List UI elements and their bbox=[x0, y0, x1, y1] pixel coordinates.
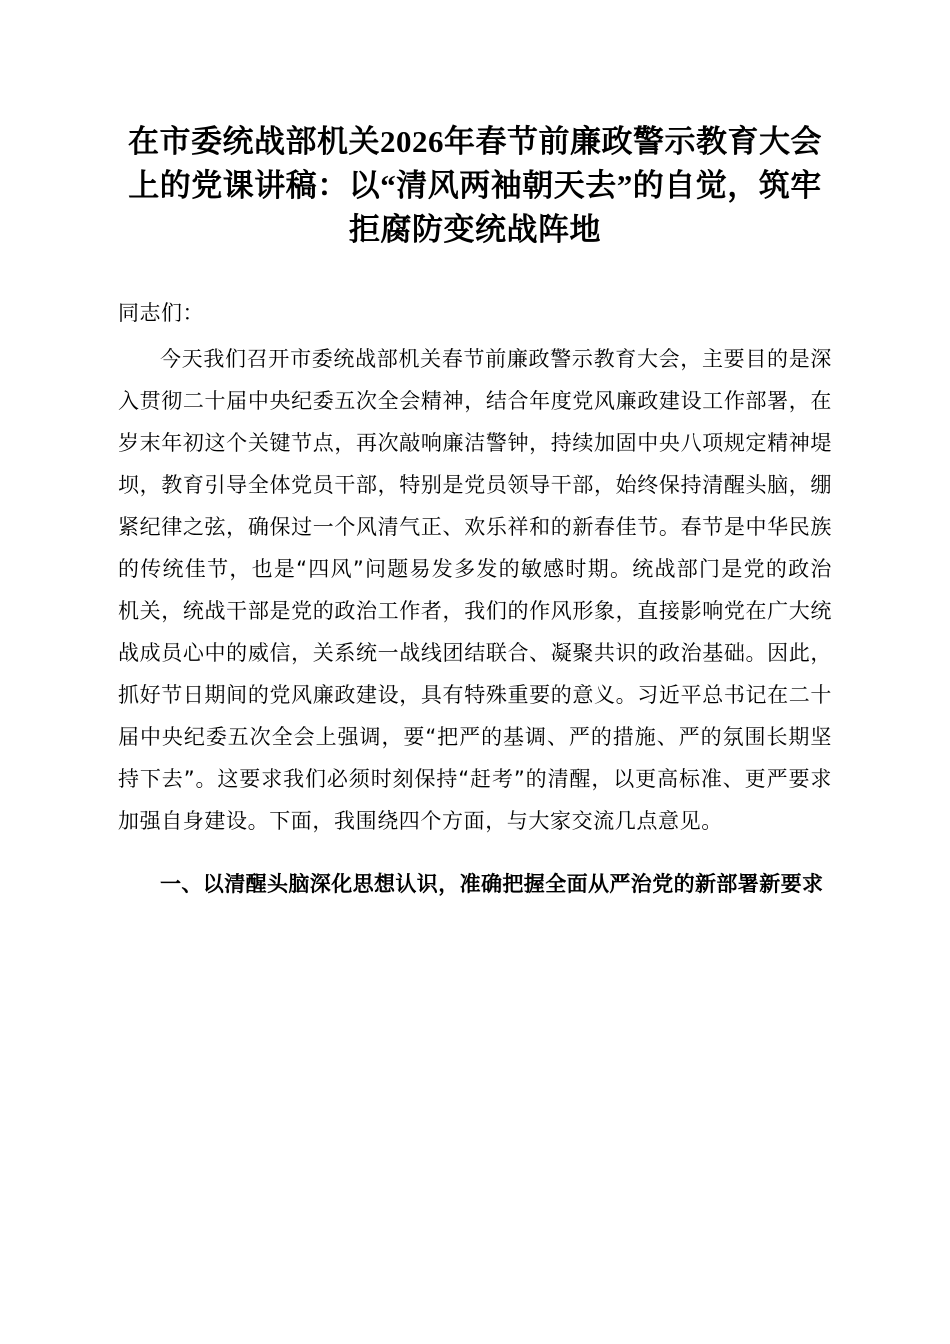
section-heading: 一、以清醒头脑深化思想认识，准确把握全面从严治党的新部署新要求 bbox=[160, 871, 824, 896]
body-paragraph: 今天我们召开市委统战部机关春节前廉政警示教育大会，主要目的是深入贯彻二十届中央纪委五次全会精神，结合年度党风廉政建设工作部署，在岁末年初这个关键节点，再次敲响廉洁警钟，持续加固中央八项规定精神堤坝，教育引导全体党员干部，特别是党员领导干部，始终保持清醒头脑，绷紧纪律之弦，确保过一个风清气正、欢乐祥和的新春佳节。春节是中华民族的传统佳节，也是“四风”问题易发多发的敏感时期。统战部门是党的政治机关，统战干部是党的政治工作者，我们的作风形象，直接影响党在广大统战成员心中的威信，关系统一战线团结联合、凝聚共识的政治基础。因此，抓好节日期间的党风廉政建设，具有特殊重要的意义。习近平总书记在二十届中央纪委五次全会上强调，要“把严的基调、严的措施、严的氛围长期坚持下去”。这要求我们必须时刻保持“赶考”的清醒，以更高标准、更严要求加强自身建设。下面，我围绕四个方面，与大家交流几点意见。 bbox=[118, 346, 832, 833]
page-title: 在市委统战部机关2026年春节前廉政警示教育大会上的党课讲稿：以“清风两袖朝天去”的自觉，筑牢拒腐防变统战阵地 bbox=[128, 124, 822, 248]
salutation: 同志们： bbox=[118, 301, 204, 326]
